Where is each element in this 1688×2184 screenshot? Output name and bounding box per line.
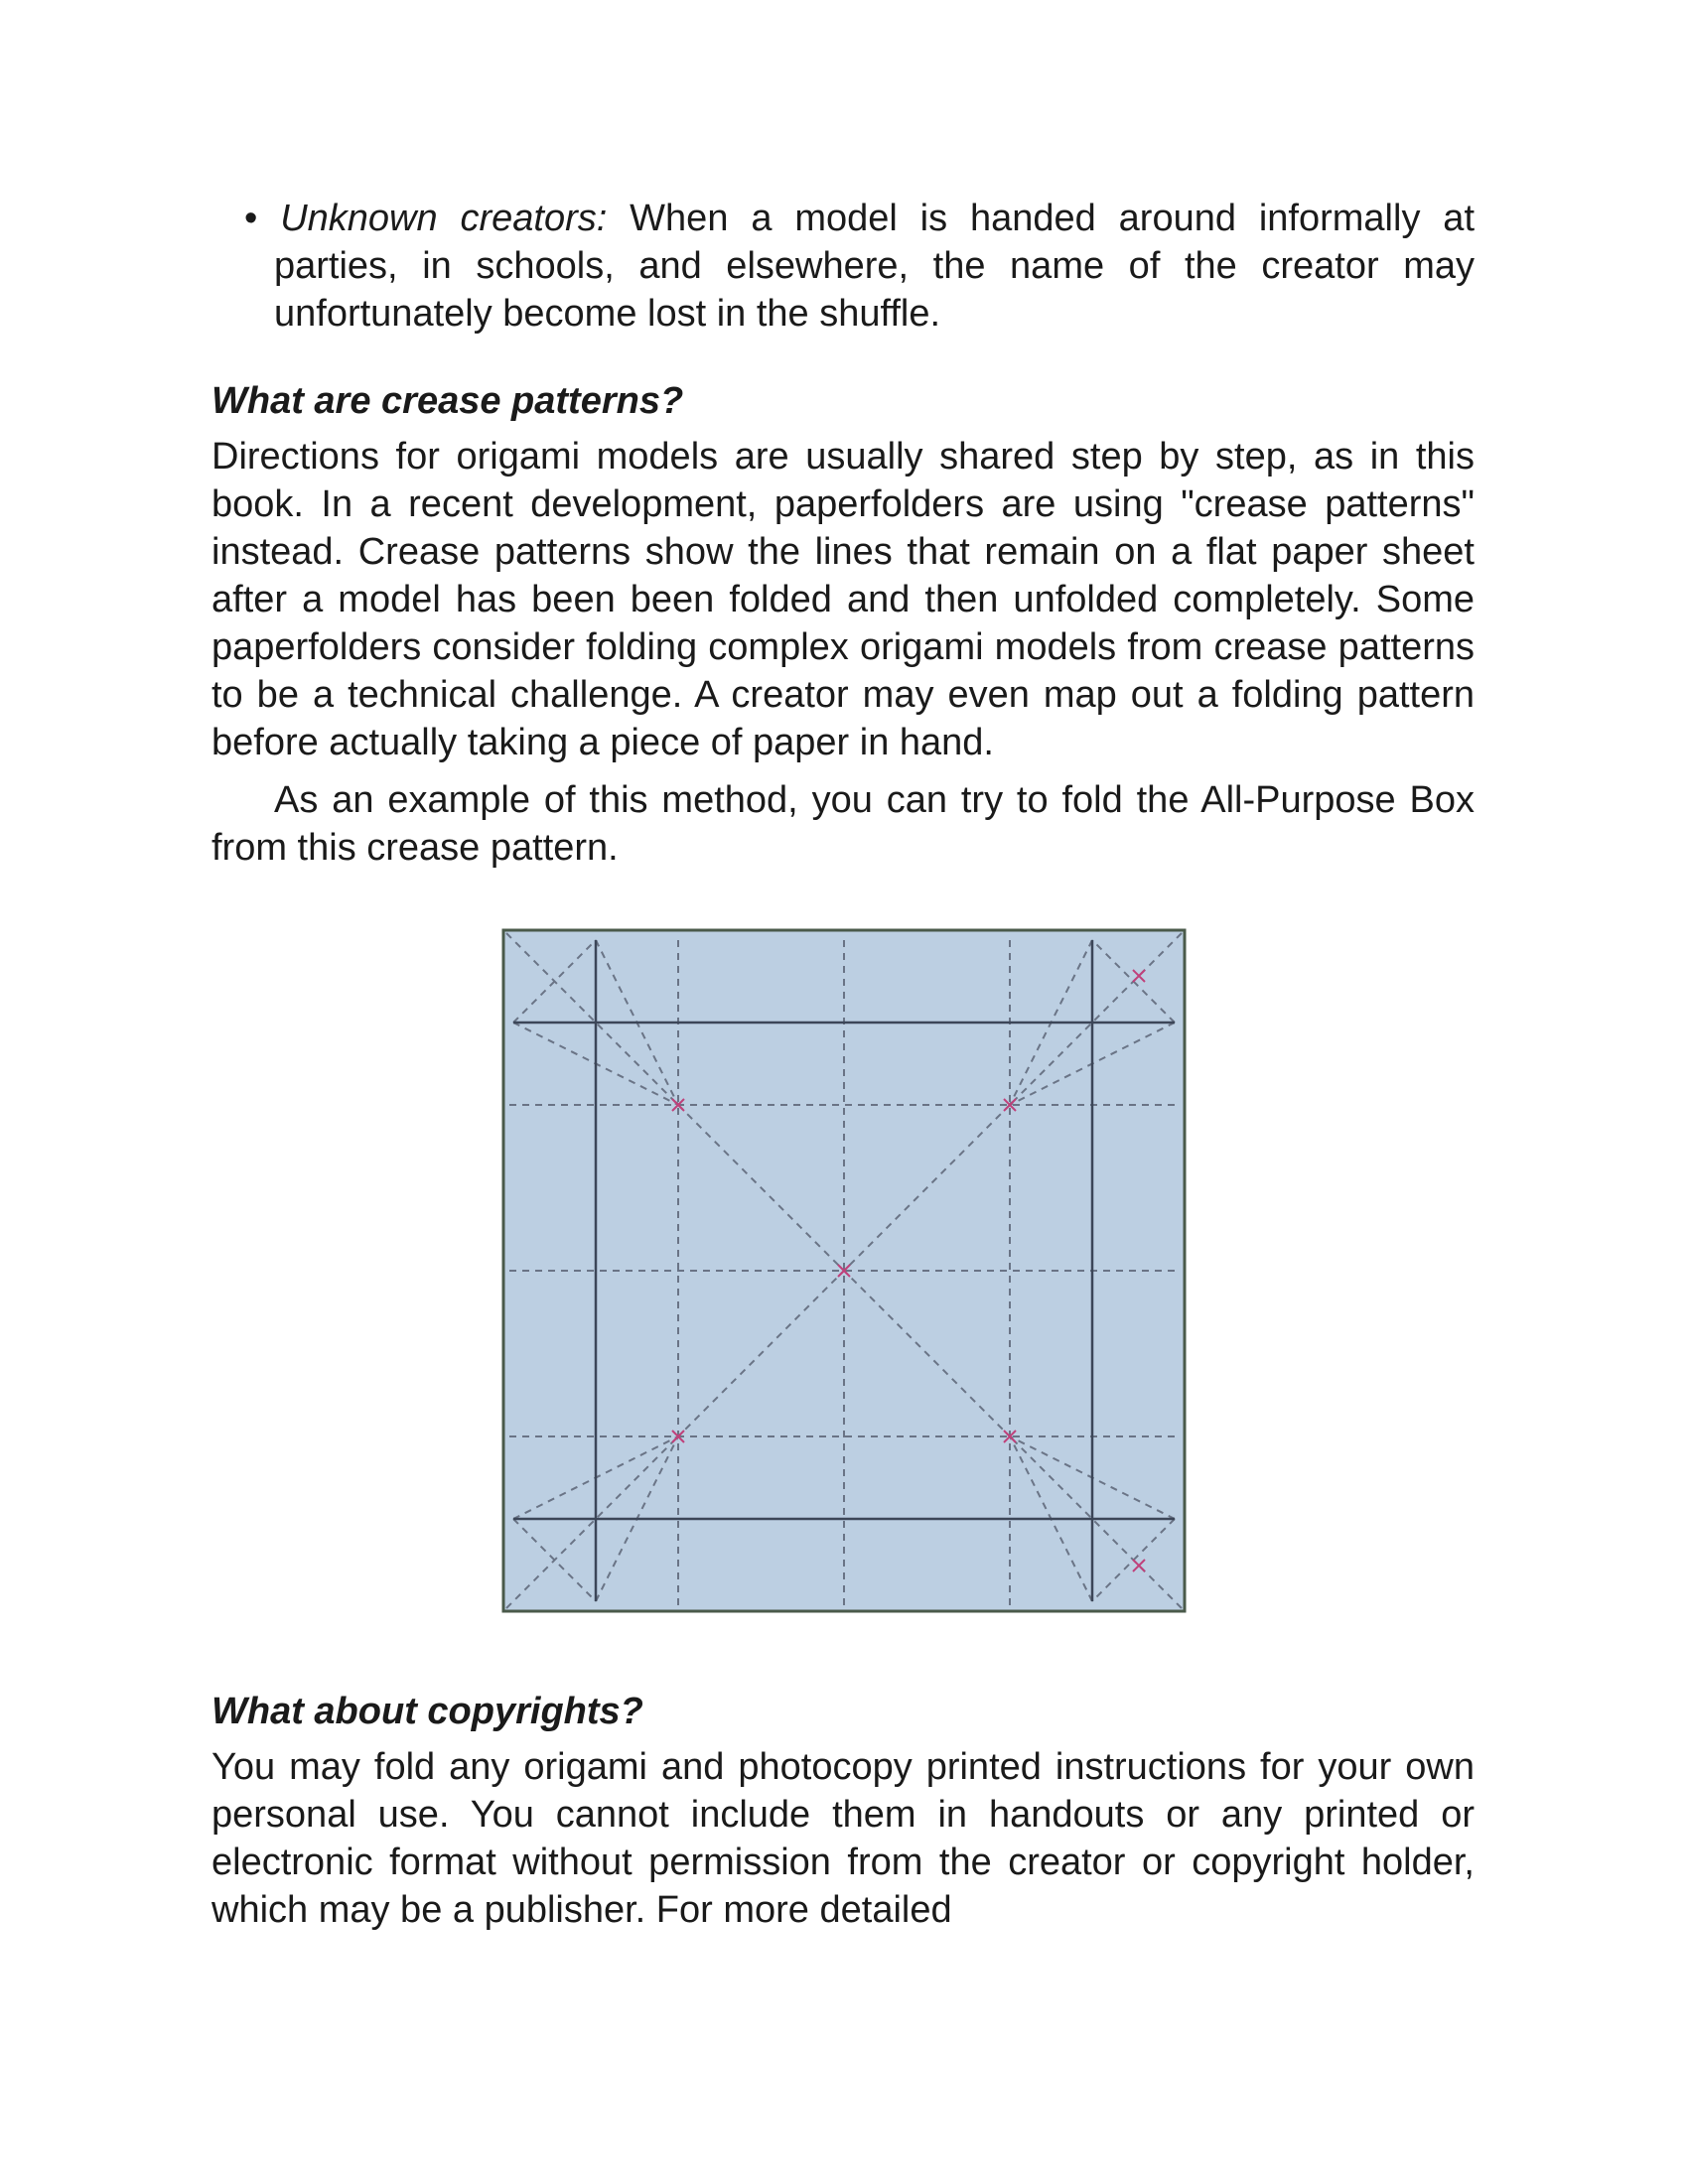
heading-copyrights: What about copyrights? xyxy=(211,1691,643,1732)
heading-crease-patterns: What are crease patterns? xyxy=(211,380,684,422)
paragraph-crease-patterns: Directions for origami models are usually shared step by step, as in this book. In a recent development, paperfolders are using "crease patterns" instead. Crease patterns show the lines that remain on a flat paper sheet after a model has been been folded and then unfolded completely. Some paperfolders consider folding complex origami models from crease patterns to be a technical challenge. A creator may even map out a folding pattern before actually taking a piece of paper in hand. xyxy=(211,436,1475,763)
paragraph-copyrights: You may fold any origami and photocopy printed instructions for your own personal use. You cannot include them in handouts or any printed or electronic format without permission from the creator or copyright holder, which may be a publisher. For more detailed xyxy=(211,1746,1475,1931)
paragraph-example: As an example of this method, you can try to fold the All-Purpose Box from this crease pattern. xyxy=(211,779,1475,869)
bullet-text: When a model is handed around informally at parties, in schools, and elsewhere, the name of the creator may unfortunately become lost in the shuffle. xyxy=(274,198,1476,335)
bullet-marker: • xyxy=(244,198,258,239)
bullet-lead: Unknown creators: xyxy=(280,198,608,239)
crease-pattern-figure xyxy=(501,928,1187,1613)
page-content xyxy=(211,195,1475,1934)
crease-pattern-diagram xyxy=(501,928,1187,1613)
bullet-unknown-creators xyxy=(211,195,1475,338)
